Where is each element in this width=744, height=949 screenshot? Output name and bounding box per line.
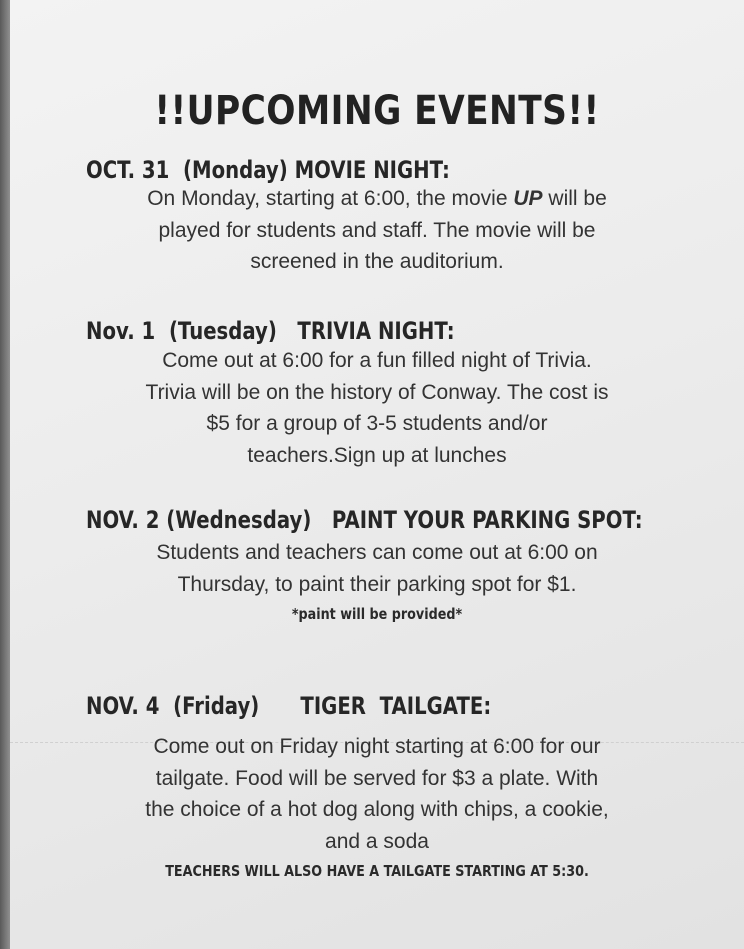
- event-heading-trivia-night: Nov. 1 (Tuesday) TRIVIA NIGHT:: [86, 317, 455, 345]
- event-line: Thursday, to paint their parking spot for $1.: [177, 572, 577, 596]
- event-line: Come out at 6:00 for a fun filled night of Trivia.: [162, 349, 592, 372]
- event-line: and a soda: [325, 829, 429, 853]
- event-note-teacher-tailgate: TEACHERS WILL ALSO HAVE A TAILGATE STARTING AT 5:30.: [165, 862, 589, 880]
- movie-title: UP: [513, 187, 543, 210]
- event-note-paint-provided: *paint will be provided*: [291, 605, 463, 623]
- event-line: Trivia will be on the history of Conway. The cost is: [145, 380, 609, 404]
- event-line: Come out on Friday night starting at 6:00 for our: [153, 735, 601, 758]
- event-line: screened in the auditorium.: [250, 250, 504, 273]
- event-heading-movie-night: OCT. 31 (Monday) MOVIE NIGHT:: [86, 156, 450, 184]
- flyer-title: !!UPCOMING EVENTS!!: [154, 88, 600, 134]
- event-line: tailgate. Food will be served for $3 a plate. With: [155, 766, 599, 790]
- event-line: played for students and staff. The movie will be: [158, 218, 596, 242]
- event-heading-paint-parking-spot: NOV. 2 (Wednesday) PAINT YOUR PARKING SPOT:: [86, 506, 643, 534]
- event-description-movie-night: [10, 183, 744, 278]
- event-line: Students and teachers can come out at 6:00 on: [156, 541, 598, 564]
- flyer-paper: [10, 0, 744, 949]
- event-line: $5 for a group of 3-5 students and/or: [206, 412, 548, 435]
- event-description-paint-parking-spot: [10, 537, 744, 600]
- event-line: On Monday, starting at 6:00, the movie UP will be: [147, 187, 607, 210]
- event-description-tiger-tailgate: [10, 731, 744, 857]
- event-heading-tiger-tailgate: NOV. 4 (Friday) TIGER TAILGATE:: [86, 692, 492, 720]
- event-description-trivia-night: [10, 345, 744, 471]
- event-line: teachers.Sign up at lunches: [247, 443, 507, 467]
- event-line: the choice of a hot dog along with chips, a cookie,: [145, 798, 609, 821]
